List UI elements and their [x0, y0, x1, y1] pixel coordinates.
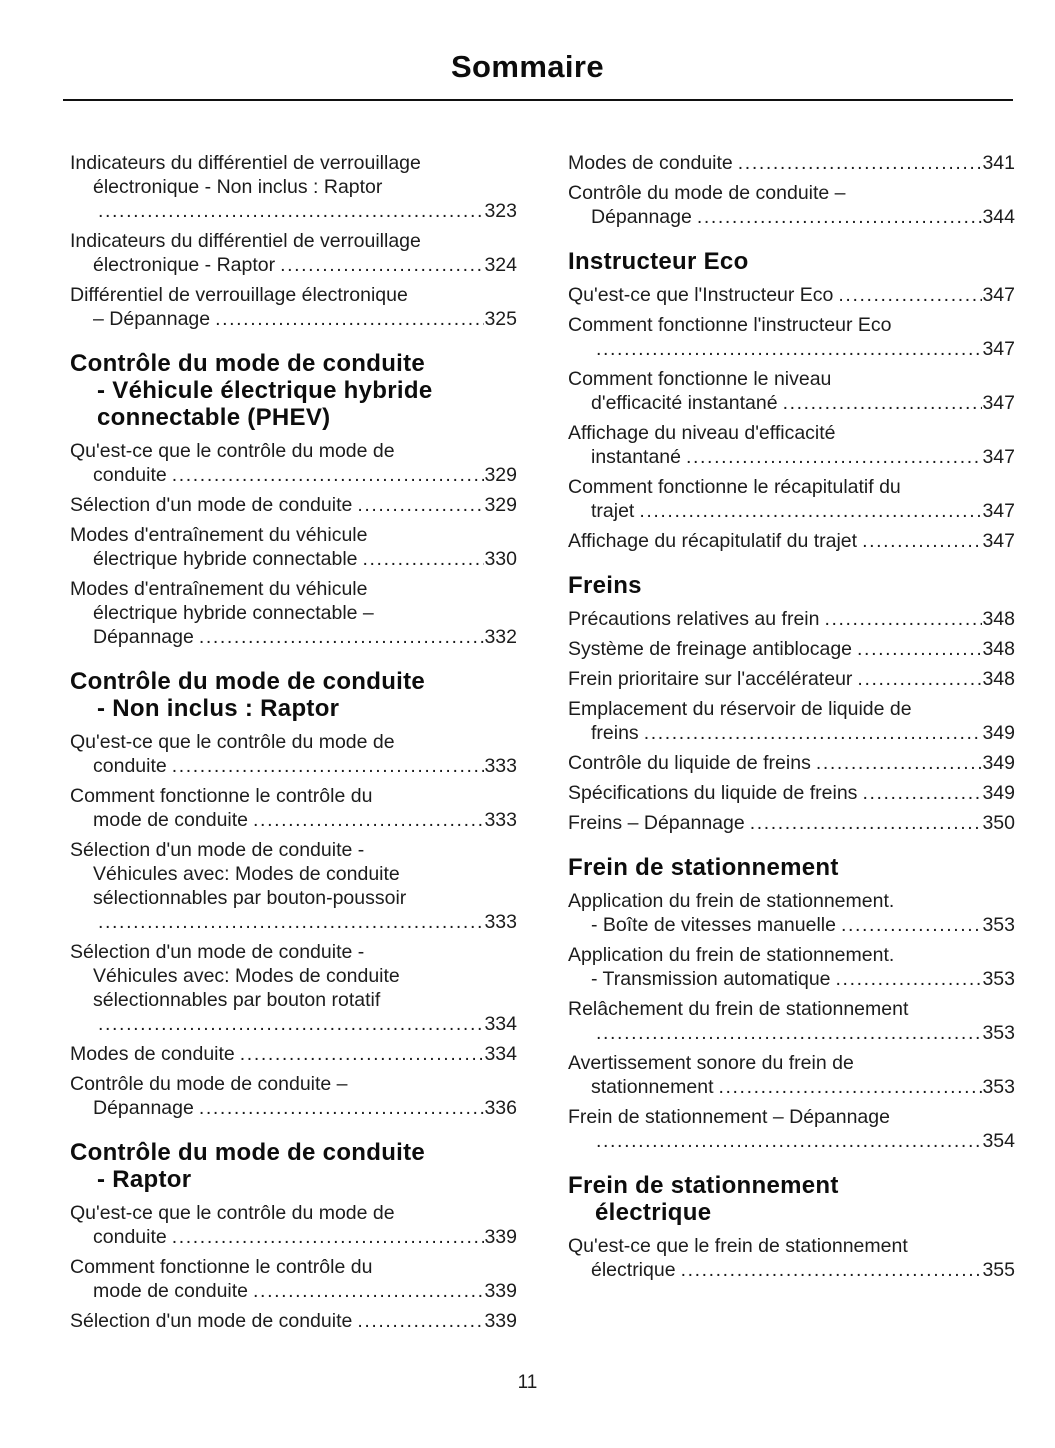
dot-leader	[172, 754, 485, 778]
toc-entry	[568, 697, 1015, 745]
dot-leader	[862, 529, 982, 553]
dot-leader	[681, 1258, 983, 1282]
entry-page-number: 333	[484, 809, 517, 831]
entry-line	[568, 1021, 1015, 1045]
dot-leader	[596, 1021, 982, 1045]
toc-column-right	[568, 151, 1015, 1339]
toc-section-heading	[70, 1139, 517, 1193]
entry-page-number: 324	[484, 254, 517, 276]
dot-leader	[838, 283, 982, 307]
page-number: 11	[517, 1372, 538, 1393]
dot-leader	[253, 808, 484, 832]
heading-line: Instructeur Eco	[568, 248, 749, 275]
entry-page-number: 339	[484, 1226, 517, 1248]
entry-line	[70, 253, 517, 277]
entry-line	[70, 1225, 517, 1249]
entry-line: Application du frein de stationnement.	[568, 944, 895, 966]
entry-line	[70, 199, 517, 223]
toc-entry	[568, 1105, 1015, 1153]
toc-entry	[568, 607, 1015, 631]
toc-section-heading	[568, 1172, 1015, 1226]
entry-line	[70, 493, 517, 517]
entry-page-number: 350	[982, 812, 1015, 834]
entry-line	[568, 205, 1015, 229]
entry-line	[70, 547, 517, 571]
entry-text: – Dépannage	[93, 308, 211, 330]
entry-line	[70, 1309, 517, 1333]
entry-page-number: 353	[982, 914, 1015, 936]
dot-leader	[240, 1042, 485, 1066]
dot-leader	[816, 751, 983, 775]
toc-entry	[70, 1042, 517, 1066]
toc-entry	[568, 313, 1015, 361]
entry-text: électronique - Raptor	[93, 254, 276, 276]
dot-leader	[836, 967, 983, 991]
entry-text: mode de conduite	[93, 809, 249, 831]
entry-page-number: 349	[982, 782, 1015, 804]
dot-leader	[738, 151, 983, 175]
heading-line: - Véhicule électrique hybride	[97, 377, 433, 404]
entry-page-number: 330	[484, 548, 517, 570]
toc-entry	[568, 637, 1015, 661]
entry-line: Emplacement du réservoir de liquide de	[568, 698, 912, 720]
heading-line: - Raptor	[97, 1166, 192, 1193]
heading-line: Contrôle du mode de conduite	[70, 1139, 426, 1166]
entry-line	[70, 754, 517, 778]
heading-line: connectable (PHEV)	[97, 404, 331, 431]
entry-page-number: 341	[982, 152, 1015, 174]
entry-page-number: 347	[982, 284, 1015, 306]
entry-line	[70, 1012, 517, 1036]
entry-line: sélectionnables par bouton-poussoir	[93, 887, 407, 909]
toc-entry	[568, 751, 1015, 775]
entry-text: - Boîte de vitesses manuelle	[591, 914, 836, 936]
dot-leader	[363, 547, 485, 571]
entry-text: Système de freinage antiblocage	[568, 638, 853, 660]
toc-entry	[568, 367, 1015, 415]
entry-line	[70, 910, 517, 934]
toc-entry	[568, 421, 1015, 469]
entry-page-number: 339	[484, 1280, 517, 1302]
entry-line: Comment fonctionne le niveau	[568, 368, 832, 390]
entry-line	[568, 1258, 1015, 1282]
entry-text: d'efficacité instantané	[591, 392, 778, 414]
entry-line: Qu'est-ce que le contrôle du mode de	[70, 1202, 395, 1224]
toc-entry	[568, 943, 1015, 991]
entry-line: Comment fonctionne le récapitulatif du	[568, 476, 901, 498]
entry-line	[568, 337, 1015, 361]
toc-section-heading	[568, 572, 1015, 599]
entry-line	[70, 1096, 517, 1120]
entry-line: électronique - Non inclus : Raptor	[93, 176, 383, 198]
entry-text: Dépannage	[93, 626, 194, 648]
entry-text: électrique	[591, 1259, 676, 1281]
entry-line: Relâchement du frein de stationnement	[568, 998, 909, 1020]
entry-line	[568, 1129, 1015, 1153]
dot-leader	[596, 337, 982, 361]
toc-entry	[70, 523, 517, 571]
entry-text: Dépannage	[93, 1097, 194, 1119]
entry-text: instantané	[591, 446, 681, 468]
entry-line	[568, 499, 1015, 523]
toc-entry	[568, 181, 1015, 229]
dot-leader	[857, 667, 982, 691]
heading-line: Contrôle du mode de conduite	[70, 350, 426, 377]
entry-line	[568, 391, 1015, 415]
toc-entry	[70, 493, 517, 517]
entry-text: Modes de conduite	[568, 152, 733, 174]
entry-line: Frein de stationnement – Dépannage	[568, 1106, 890, 1128]
dot-leader	[644, 721, 983, 745]
entry-text: stationnement	[591, 1076, 714, 1098]
entry-text: Contrôle du liquide de freins	[568, 752, 811, 774]
dot-leader	[719, 1075, 983, 1099]
toc-entry	[568, 283, 1015, 307]
toc-entry	[568, 529, 1015, 553]
toc-entry	[568, 811, 1015, 835]
entry-line	[70, 1042, 517, 1066]
entry-text: trajet	[591, 500, 635, 522]
dot-leader	[596, 1129, 982, 1153]
entry-line: Avertissement sonore du frein de	[568, 1052, 854, 1074]
toc-entry	[70, 1072, 517, 1120]
entry-page-number: 336	[484, 1097, 517, 1119]
toc-entry	[70, 283, 517, 331]
dot-leader	[857, 637, 982, 661]
entry-line	[568, 151, 1015, 175]
entry-text: Qu'est-ce que l'Instructeur Eco	[568, 284, 834, 306]
dot-leader	[357, 493, 484, 517]
entry-line	[568, 967, 1015, 991]
dot-leader	[841, 913, 982, 937]
entry-line	[568, 721, 1015, 745]
dot-leader	[98, 1012, 484, 1036]
entry-line: Comment fonctionne le contrôle du	[70, 785, 373, 807]
dot-leader	[783, 391, 983, 415]
toc-entry	[568, 889, 1015, 937]
entry-line: Modes d'entraînement du véhicule	[70, 578, 368, 600]
entry-text: Sélection d'un mode de conduite	[70, 494, 353, 516]
entry-page-number: 348	[982, 668, 1015, 690]
entry-line: Modes d'entraînement du véhicule	[70, 524, 368, 546]
entry-page-number: 325	[484, 308, 517, 330]
entry-line: Sélection d'un mode de conduite -	[70, 839, 365, 861]
dot-leader	[686, 445, 982, 469]
entry-line	[568, 283, 1015, 307]
dot-leader	[639, 499, 982, 523]
heading-line: - Non inclus : Raptor	[97, 695, 340, 722]
entry-text: freins	[591, 722, 639, 744]
entry-line	[70, 463, 517, 487]
entry-page-number: 347	[982, 392, 1015, 414]
entry-text: Précautions relatives au frein	[568, 608, 820, 630]
toc-entry	[70, 151, 517, 223]
entry-text: conduite	[93, 755, 167, 777]
entry-page-number: 323	[484, 200, 517, 222]
toc-entry	[70, 838, 517, 934]
dot-leader	[199, 1096, 485, 1120]
toc-entry	[70, 940, 517, 1036]
heading-line: Frein de stationnement	[568, 1172, 839, 1199]
entry-line: Application du frein de stationnement.	[568, 890, 895, 912]
entry-line	[568, 445, 1015, 469]
toc-entry	[568, 151, 1015, 175]
entry-line: sélectionnables par bouton rotatif	[93, 989, 381, 1011]
entry-line	[568, 811, 1015, 835]
entry-page-number: 347	[982, 446, 1015, 468]
dot-leader	[172, 1225, 485, 1249]
entry-line: Contrôle du mode de conduite –	[70, 1073, 348, 1095]
entry-line	[70, 808, 517, 832]
entry-page-number: 349	[982, 722, 1015, 744]
entry-line: Contrôle du mode de conduite –	[568, 182, 846, 204]
toc-entry	[568, 475, 1015, 523]
dot-leader	[98, 199, 484, 223]
dot-leader	[98, 910, 484, 934]
dot-leader	[215, 307, 484, 331]
toc-entry	[70, 1309, 517, 1333]
dot-leader	[253, 1279, 484, 1303]
entry-text: conduite	[93, 464, 167, 486]
entry-page-number: 353	[982, 1076, 1015, 1098]
entry-text: Dépannage	[591, 206, 692, 228]
dot-leader	[697, 205, 983, 229]
entry-line: Qu'est-ce que le contrôle du mode de	[70, 731, 395, 753]
toc-entry	[568, 1051, 1015, 1099]
heading-line: Frein de stationnement	[568, 854, 839, 881]
entry-page-number: 354	[982, 1130, 1015, 1152]
entry-line: Comment fonctionne l'instructeur Eco	[568, 314, 892, 336]
dot-leader	[750, 811, 983, 835]
entry-page-number: 329	[484, 464, 517, 486]
entry-text: Spécifications du liquide de freins	[568, 782, 858, 804]
heading-line: électrique	[595, 1199, 712, 1226]
entry-line	[70, 625, 517, 649]
entry-line	[568, 529, 1015, 553]
page-title: Sommaire	[450, 49, 605, 84]
toc-entry	[568, 667, 1015, 691]
entry-text: Modes de conduite	[70, 1043, 235, 1065]
entry-text: conduite	[93, 1226, 167, 1248]
toc-section-heading	[568, 854, 1015, 881]
toc-entry	[568, 1234, 1015, 1282]
entry-line	[568, 637, 1015, 661]
toc-section-heading	[70, 350, 517, 431]
entry-line: Véhicules avec: Modes de conduite	[93, 965, 400, 987]
entry-line	[568, 1075, 1015, 1099]
entry-text: Sélection d'un mode de conduite	[70, 1310, 353, 1332]
entry-text: Freins – Dépannage	[568, 812, 745, 834]
entry-text: électrique hybride connectable	[93, 548, 358, 570]
entry-page-number: 344	[982, 206, 1015, 228]
entry-page-number: 333	[484, 755, 517, 777]
dot-leader	[357, 1309, 484, 1333]
entry-page-number: 348	[982, 608, 1015, 630]
dot-leader	[824, 607, 982, 631]
entry-page-number: 333	[484, 911, 517, 933]
entry-line: Indicateurs du différentiel de verrouillage	[70, 230, 421, 252]
toc-section-heading	[568, 248, 1015, 275]
entry-page-number: 353	[982, 1022, 1015, 1044]
toc-entry	[70, 1255, 517, 1303]
entry-page-number: 339	[484, 1310, 517, 1332]
entry-line	[568, 781, 1015, 805]
entry-line	[70, 307, 517, 331]
toc-entry	[70, 730, 517, 778]
entry-page-number: 347	[982, 338, 1015, 360]
entry-line: Indicateurs du différentiel de verrouillage	[70, 152, 421, 174]
toc-entry	[70, 1201, 517, 1249]
toc-columns	[0, 101, 1055, 1339]
entry-line	[568, 751, 1015, 775]
toc-section-heading	[70, 668, 517, 722]
toc-entry	[70, 439, 517, 487]
entry-page-number: 347	[982, 530, 1015, 552]
entry-page-number: 334	[484, 1013, 517, 1035]
heading-line: Freins	[568, 572, 642, 599]
dot-leader	[172, 463, 485, 487]
entry-text: mode de conduite	[93, 1280, 249, 1302]
dot-leader	[862, 781, 982, 805]
entry-line: Affichage du niveau d'efficacité	[568, 422, 836, 444]
entry-line	[568, 607, 1015, 631]
toc-column-left	[70, 151, 517, 1339]
entry-line	[568, 667, 1015, 691]
toc-entry	[70, 229, 517, 277]
entry-page-number: 348	[982, 638, 1015, 660]
entry-page-number: 329	[484, 494, 517, 516]
entry-page-number: 334	[484, 1043, 517, 1065]
entry-page-number: 332	[484, 626, 517, 648]
toc-entry	[568, 781, 1015, 805]
dot-leader	[199, 625, 485, 649]
entry-line: Qu'est-ce que le contrôle du mode de	[70, 440, 395, 462]
entry-line: Sélection d'un mode de conduite -	[70, 941, 365, 963]
entry-line	[568, 913, 1015, 937]
entry-line: Qu'est-ce que le frein de stationnement	[568, 1235, 908, 1257]
entry-text: Frein prioritaire sur l'accélérateur	[568, 668, 853, 690]
toc-entry	[70, 577, 517, 649]
toc-entry	[568, 997, 1015, 1045]
entry-line: Véhicules avec: Modes de conduite	[93, 863, 400, 885]
entry-line: Différentiel de verrouillage électronique	[70, 284, 408, 306]
entry-line: électrique hybride connectable –	[93, 602, 374, 624]
entry-line	[70, 1279, 517, 1303]
entry-text: - Transmission automatique	[591, 968, 831, 990]
entry-page-number: 347	[982, 500, 1015, 522]
entry-line: Comment fonctionne le contrôle du	[70, 1256, 373, 1278]
toc-entry	[70, 784, 517, 832]
entry-text: Affichage du récapitulatif du trajet	[568, 530, 858, 552]
entry-page-number: 353	[982, 968, 1015, 990]
entry-page-number: 355	[982, 1259, 1015, 1281]
entry-page-number: 349	[982, 752, 1015, 774]
heading-line: Contrôle du mode de conduite	[70, 668, 426, 695]
dot-leader	[280, 253, 484, 277]
